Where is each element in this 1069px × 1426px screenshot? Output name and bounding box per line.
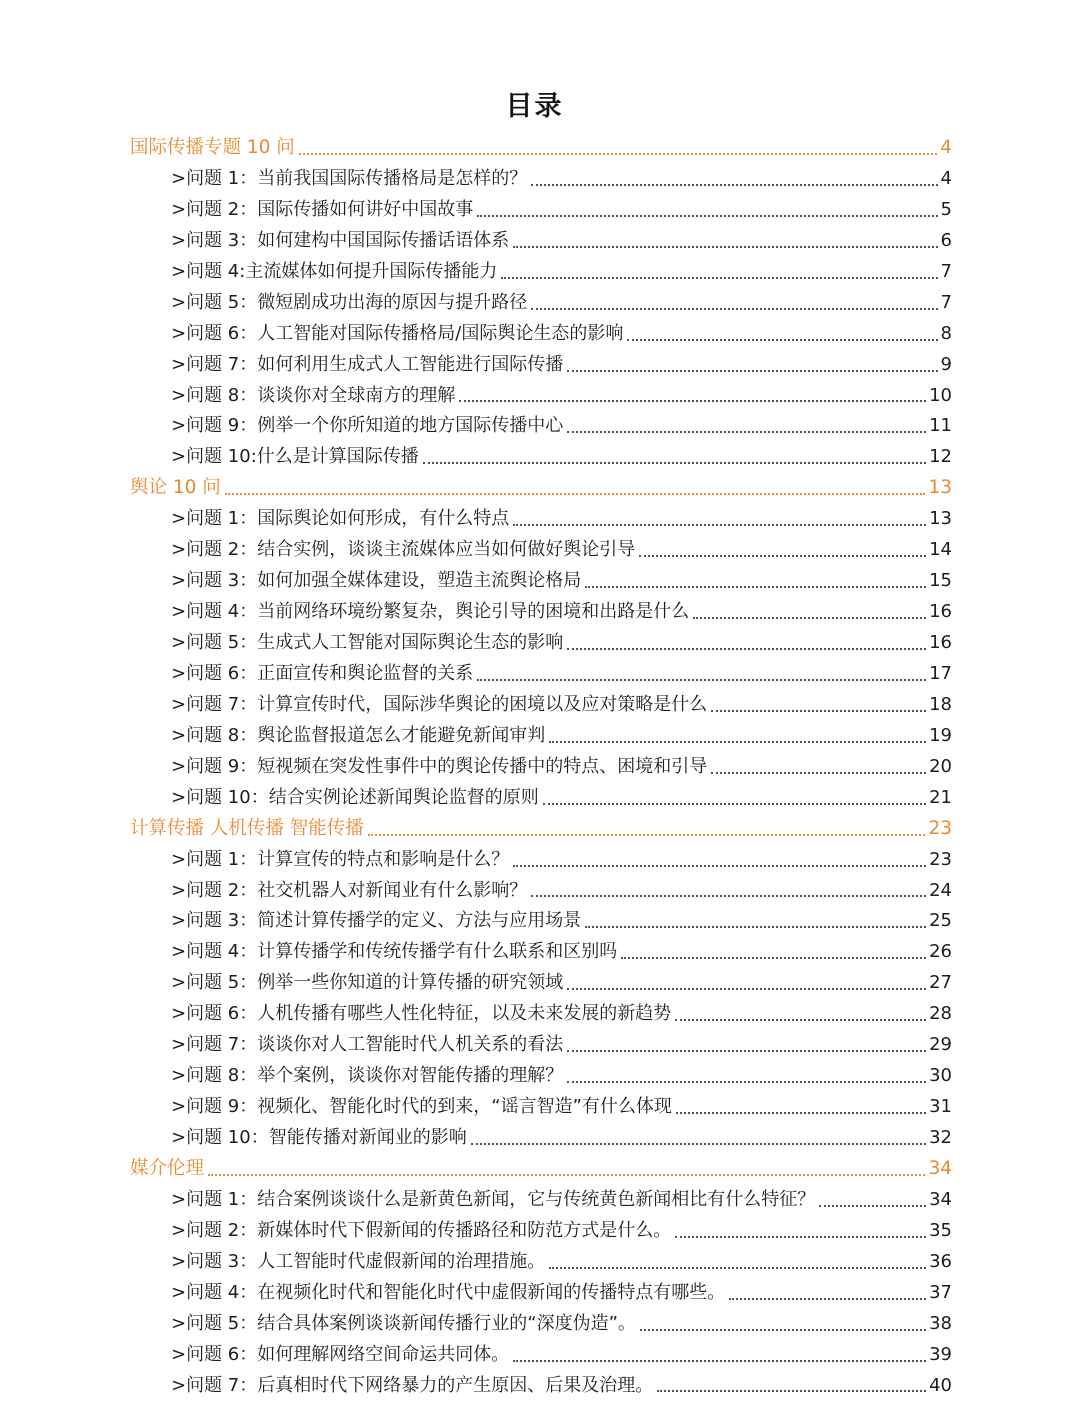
- toc-page-number: 8: [940, 322, 952, 344]
- toc-page-number: 4: [940, 167, 952, 189]
- toc-entry-title: >问题 1：当前我国国际传播格局是怎样的？: [171, 167, 528, 189]
- dot-leader: [513, 524, 926, 526]
- toc-entry-title: >问题 4：计算传播学和传统传播学有什么联系和区别吗: [171, 941, 618, 963]
- toc-entry-title: >问题 5：例举一些你知道的计算传播的研究领域: [171, 972, 564, 994]
- dot-leader: [693, 617, 926, 619]
- toc-page-number: 15: [929, 570, 952, 592]
- toc-entry: [130, 1371, 952, 1402]
- toc-page-number: 26: [929, 941, 952, 963]
- toc-page-number: 29: [929, 1034, 952, 1056]
- toc-entry-title: >问题 3：如何建构中国国际传播话语体系: [171, 229, 510, 251]
- toc-entry-title: >问题 4：当前网络环境纷繁复杂，舆论引导的困境和出路是什么: [171, 601, 690, 623]
- toc-entry-title: >问题 7：后真相时代下网络暴力的产生原因、后果及治理。: [171, 1374, 654, 1396]
- toc-entry: [130, 906, 952, 937]
- toc-page-number: 37: [929, 1281, 952, 1303]
- toc-entry-title: >问题 2：结合实例，谈谈主流媒体应当如何做好舆论引导: [171, 539, 636, 561]
- dot-leader: [477, 215, 937, 217]
- toc-entry-title: >问题 10:什么是计算国际传播: [171, 446, 419, 468]
- toc-section-title: 国际传播专题 10 问: [130, 137, 295, 158]
- toc-entry: [130, 1123, 952, 1154]
- dot-leader: [368, 834, 926, 836]
- toc-page-number: 10: [929, 384, 952, 406]
- toc-entry: [130, 721, 952, 752]
- toc-entry: [130, 535, 952, 566]
- toc-entry: [130, 381, 952, 412]
- page-title: 目录: [505, 91, 564, 122]
- dot-leader: [657, 1390, 926, 1392]
- toc-entry-title: >问题 6：人工智能对国际传播格局/国际舆论生态的影响: [171, 322, 624, 344]
- toc-entry: [130, 319, 952, 350]
- dot-leader: [729, 1298, 926, 1300]
- toc-entry: [130, 876, 952, 907]
- toc-entry: [130, 1278, 952, 1309]
- toc-page-number: 9: [940, 353, 952, 375]
- toc-page-number: 16: [929, 601, 952, 623]
- toc-entry-title: >问题 9：短视频在突发性事件中的舆论传播中的特点、困境和引导: [171, 755, 708, 777]
- toc-page-number: 40: [929, 1374, 952, 1396]
- dot-leader: [639, 555, 926, 557]
- dot-leader: [225, 493, 926, 495]
- toc-entry: [130, 411, 952, 442]
- dot-leader: [531, 184, 937, 186]
- dot-leader: [471, 1143, 926, 1145]
- toc-entry-title: >问题 9：例举一个你所知道的地方国际传播中心: [171, 415, 564, 437]
- toc-section-heading: [130, 1154, 952, 1185]
- toc-page-number: 27: [929, 972, 952, 994]
- toc-entry: [130, 164, 952, 195]
- toc-entry-title: >问题 3：人工智能时代虚假新闻的治理措施。: [171, 1250, 546, 1272]
- toc-page-number: 34: [929, 1188, 952, 1210]
- dot-leader: [531, 308, 937, 310]
- toc-entry: [130, 504, 952, 535]
- toc-entry-title: >问题 8：举个案例，谈谈你对智能传播的理解？: [171, 1065, 564, 1087]
- dot-leader: [819, 1205, 926, 1207]
- toc-entry: [130, 628, 952, 659]
- toc-entry-title: >问题 4：在视频化时代和智能化时代中虚假新闻的传播特点有哪些。: [171, 1281, 726, 1303]
- toc-section-title: 计算传播 人机传播 智能传播: [130, 817, 364, 839]
- dot-leader: [567, 370, 937, 372]
- toc-entry-title: >问题 7：如何利用生成式人工智能进行国际传播: [171, 353, 564, 375]
- toc-page-number: 19: [929, 724, 952, 746]
- dot-leader: [567, 1081, 926, 1083]
- toc-entry: [130, 566, 952, 597]
- toc-entry-title: >问题 7：计算宣传时代，国际涉华舆论的困境以及应对策略是什么: [171, 693, 708, 715]
- dot-leader: [477, 679, 926, 681]
- toc-entry-title: >问题 6：人机传播有哪些人性化特征，以及未来发展的新趋势: [171, 1003, 672, 1025]
- toc-entry: [130, 752, 952, 783]
- toc-page-number: 23: [928, 817, 952, 839]
- toc-page-number: 16: [929, 632, 952, 653]
- toc-entry-title: >问题 5：结合具体案例谈谈新闻传播行业的“深度伪造”。: [171, 1312, 636, 1334]
- toc-page-number: 28: [929, 1003, 952, 1025]
- toc-entry-title: >问题 2：社交机器人对新闻业有什么影响？: [171, 879, 528, 901]
- toc-entry-title: >问题 6：如何理解网络空间命运共同体。: [171, 1343, 510, 1365]
- dot-leader: [585, 926, 926, 928]
- toc-page-number: 38: [929, 1312, 952, 1334]
- toc-entry-title: >问题 5：微短剧成功出海的原因与提升路径: [171, 291, 528, 313]
- toc-entry: [130, 1216, 952, 1247]
- toc-entry: [130, 690, 952, 721]
- toc-page-number: 36: [929, 1250, 952, 1272]
- toc-entry: [130, 968, 952, 999]
- toc-page-number: 13: [929, 508, 952, 530]
- dot-leader: [585, 586, 926, 588]
- toc-entry-title: >问题 8：舆论监督报道怎么才能避免新闻审判: [171, 724, 546, 746]
- dot-leader: [513, 246, 937, 248]
- dot-leader: [208, 1174, 925, 1176]
- dot-leader: [675, 1019, 926, 1021]
- toc-entry: [130, 597, 952, 628]
- toc-page-number: 11: [929, 415, 952, 437]
- toc-page-number: 34: [928, 1157, 952, 1179]
- toc-entry: [130, 226, 952, 257]
- toc-entry: [130, 1309, 952, 1340]
- toc-page-number: 35: [929, 1219, 952, 1241]
- dot-leader: [501, 277, 937, 279]
- toc-page-number: 23: [929, 848, 952, 870]
- toc-entry: [130, 783, 952, 814]
- toc-entry: [130, 442, 952, 473]
- toc-entry-title: >问题 2：新媒体时代下假新闻的传播路径和防范方式是什么。: [171, 1219, 672, 1241]
- toc-page-number: 32: [929, 1127, 952, 1148]
- dot-leader: [640, 1329, 926, 1331]
- toc-entry-title: >问题 5：生成式人工智能对国际舆论生态的影响: [171, 632, 564, 653]
- toc-entry: [130, 999, 952, 1030]
- toc-page-number: 21: [929, 786, 952, 808]
- toc-entry-title: >问题 10：智能传播对新闻业的影响: [171, 1127, 467, 1148]
- toc-entry-title: >问题 1：国际舆论如何形成，有什么特点: [171, 508, 510, 530]
- toc-entry-title: >问题 8：谈谈你对全球南方的理解: [171, 384, 456, 406]
- toc-section-heading: [130, 133, 952, 164]
- dot-leader: [543, 803, 926, 805]
- dot-leader: [299, 153, 937, 155]
- toc-page-number: 31: [929, 1096, 952, 1118]
- toc-entry-title: >问题 2：国际传播如何讲好中国故事: [171, 198, 474, 220]
- toc-entry-title: >问题 3：如何加强全媒体建设，塑造主流舆论格局: [171, 570, 582, 592]
- toc-page-number: 14: [929, 539, 952, 561]
- dot-leader: [675, 1236, 926, 1238]
- toc-entry-title: >问题 4:主流媒体如何提升国际传播能力: [171, 260, 498, 282]
- toc-entry-title: >问题 10：结合实例论述新闻舆论监督的原则: [171, 786, 539, 808]
- dot-leader: [621, 957, 926, 959]
- dot-leader: [567, 431, 926, 433]
- toc-page-number: 18: [929, 693, 952, 715]
- toc-entry-title: >问题 1：结合案例谈谈什么是新黄色新闻，它与传统黄色新闻相比有什么特征？: [171, 1188, 816, 1210]
- toc-entry: [130, 1247, 952, 1278]
- dot-leader: [513, 865, 926, 867]
- dot-leader: [423, 462, 926, 464]
- dot-leader: [711, 710, 926, 712]
- toc-entry: [130, 1340, 952, 1371]
- dot-leader: [513, 1360, 926, 1362]
- toc-entry: [130, 659, 952, 690]
- dot-leader: [567, 1050, 926, 1052]
- table-of-contents: [130, 133, 952, 1401]
- toc-entry: [130, 1030, 952, 1061]
- dot-leader: [531, 895, 926, 897]
- toc-page-number: 24: [929, 879, 952, 901]
- toc-page-number: 5: [940, 198, 952, 220]
- toc-entry: [130, 845, 952, 876]
- toc-page-number: 7: [940, 291, 952, 313]
- dot-leader: [711, 772, 926, 774]
- toc-page-number: 25: [929, 910, 952, 932]
- toc-section-heading: [130, 814, 952, 845]
- toc-entry: [130, 1185, 952, 1216]
- toc-entry: [130, 1092, 952, 1123]
- dot-leader: [567, 648, 926, 650]
- toc-page-number: 17: [929, 662, 952, 684]
- toc-entry-title: >问题 6：正面宣传和舆论监督的关系: [171, 662, 474, 684]
- toc-entry: [130, 288, 952, 319]
- toc-page-number: 7: [940, 260, 952, 282]
- toc-page-number: 12: [929, 446, 952, 468]
- toc-entry: [130, 350, 952, 381]
- dot-leader: [676, 1112, 926, 1114]
- toc-entry: [130, 257, 952, 288]
- toc-entry-title: >问题 1：计算宣传的特点和影响是什么？: [171, 848, 510, 870]
- toc-entry: [130, 1061, 952, 1092]
- toc-section-heading: [130, 473, 952, 504]
- dot-leader: [549, 741, 926, 743]
- toc-section-title: 舆论 10 问: [130, 477, 221, 499]
- dot-leader: [627, 339, 937, 341]
- toc-page-number: 4: [940, 137, 952, 158]
- toc-page-number: 39: [929, 1343, 952, 1365]
- dot-leader: [549, 1267, 926, 1269]
- toc-entry: [130, 195, 952, 226]
- toc-page-number: 20: [929, 755, 952, 777]
- toc-entry-title: >问题 3：简述计算传播学的定义、方法与应用场景: [171, 910, 582, 932]
- toc-page-number: 13: [928, 477, 952, 499]
- toc-entry-title: >问题 9：视频化、智能化时代的到来，“谣言智造”有什么体现: [171, 1096, 672, 1118]
- toc-page-number: 30: [929, 1065, 952, 1087]
- toc-entry: [130, 937, 952, 968]
- toc-entry-title: >问题 7：谈谈你对人工智能时代人机关系的看法: [171, 1034, 564, 1056]
- toc-section-title: 媒介伦理: [130, 1157, 205, 1179]
- dot-leader: [459, 400, 926, 402]
- dot-leader: [567, 988, 926, 990]
- toc-page-number: 6: [940, 229, 952, 251]
